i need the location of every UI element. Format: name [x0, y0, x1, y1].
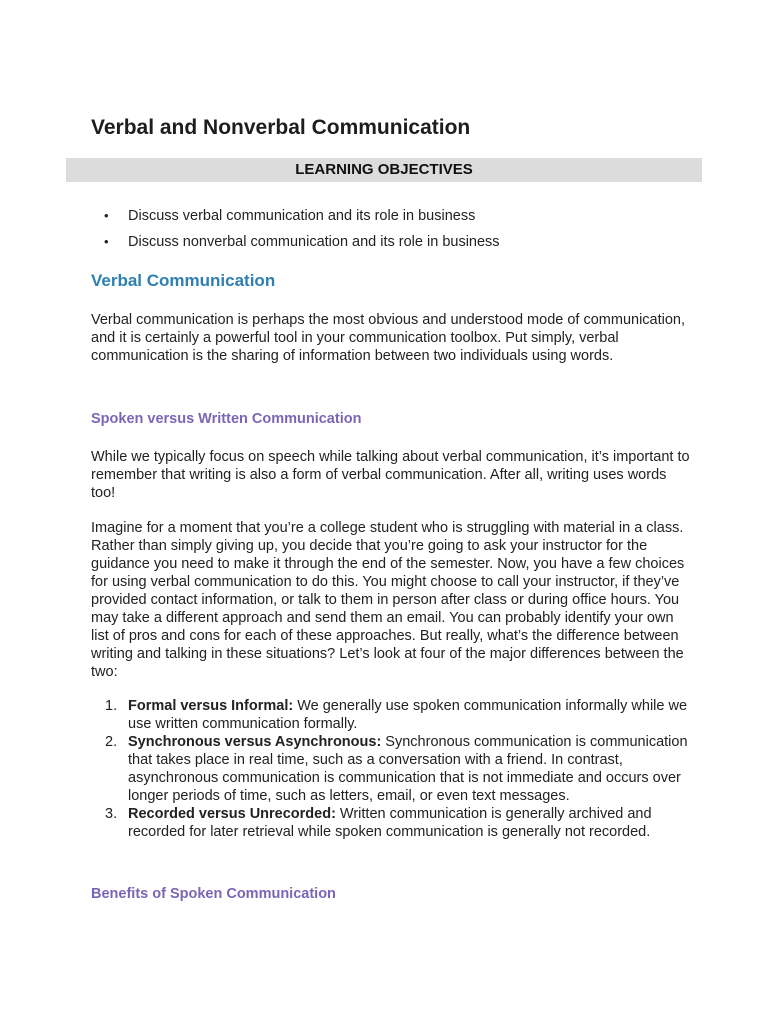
difference-text: Written communication is generally archived and recorded for later retrieval while spoken communication is generally not recorded.	[128, 806, 652, 840]
list-number: 1.	[105, 698, 118, 714]
section-heading-verbal: Verbal Communication	[91, 271, 276, 290]
list-item	[91, 733, 691, 805]
differences-list	[91, 697, 691, 841]
list-number: 2.	[105, 734, 118, 750]
learning-objectives-heading: LEARNING OBJECTIVES	[66, 158, 702, 182]
list-item	[91, 229, 500, 255]
difference-text: Synchronous communication is communication that takes place in real time, such as a conversation with a friend. In contrast, asynchronous communication is communication that is not immediate and occurs over longer periods of time, such as letters, email, or even text messages.	[128, 734, 688, 804]
paragraph-spoken-written-1: While we typically focus on speech while talking about verbal communication, it’s important to remember that writing is also a form of verbal communication. After all, writing uses words too!	[91, 449, 690, 501]
page-title: Verbal and Nonverbal Communication	[91, 116, 471, 139]
difference-text: We generally use spoken communication informally while we use written communication formally.	[128, 698, 688, 732]
subheading-spoken-vs-written: Spoken versus Written Communication	[91, 411, 362, 427]
bullet-icon: •	[104, 234, 109, 249]
list-item	[91, 805, 691, 841]
list-item	[91, 697, 691, 733]
paragraph-verbal-intro: Verbal communication is perhaps the most obvious and understood mode of communication, and it is certainly a powerful tool in your communication toolbox. Put simply, verbal communication is the sharing of information between two individuals using words.	[91, 312, 686, 364]
learning-objectives-list	[91, 203, 500, 255]
difference-term: Recorded versus Unrecorded:	[128, 806, 336, 822]
list-number: 3.	[105, 806, 118, 822]
bullet-icon: •	[104, 208, 109, 223]
paragraph-spoken-written-2: Imagine for a moment that you’re a college student who is struggling with material in a class. Rather than simply giving up, you decide that you’re going to ask your instructor for the guidance you need to make it through the end of the semester. Now, you have a few choices for using verbal communication to do this. You might choose to call your instructor, if they’ve provided contact information, or talk to them in person after class or during office hours. You may take a different approach and send them an email. You can probably identify your own list of pros and cons for each of these approaches. But really, what’s the difference between writing and talking in these situations? Let’s look at four of the major differences between the two:	[91, 520, 685, 680]
objective-text: Discuss nonverbal communication and its role in business	[128, 234, 500, 250]
objective-text: Discuss verbal communication and its role in business	[128, 208, 476, 224]
list-item	[91, 203, 500, 229]
difference-term: Formal versus Informal:	[128, 698, 294, 714]
subheading-benefits-spoken: Benefits of Spoken Communication	[91, 886, 336, 902]
difference-term: Synchronous versus Asynchronous:	[128, 734, 382, 750]
